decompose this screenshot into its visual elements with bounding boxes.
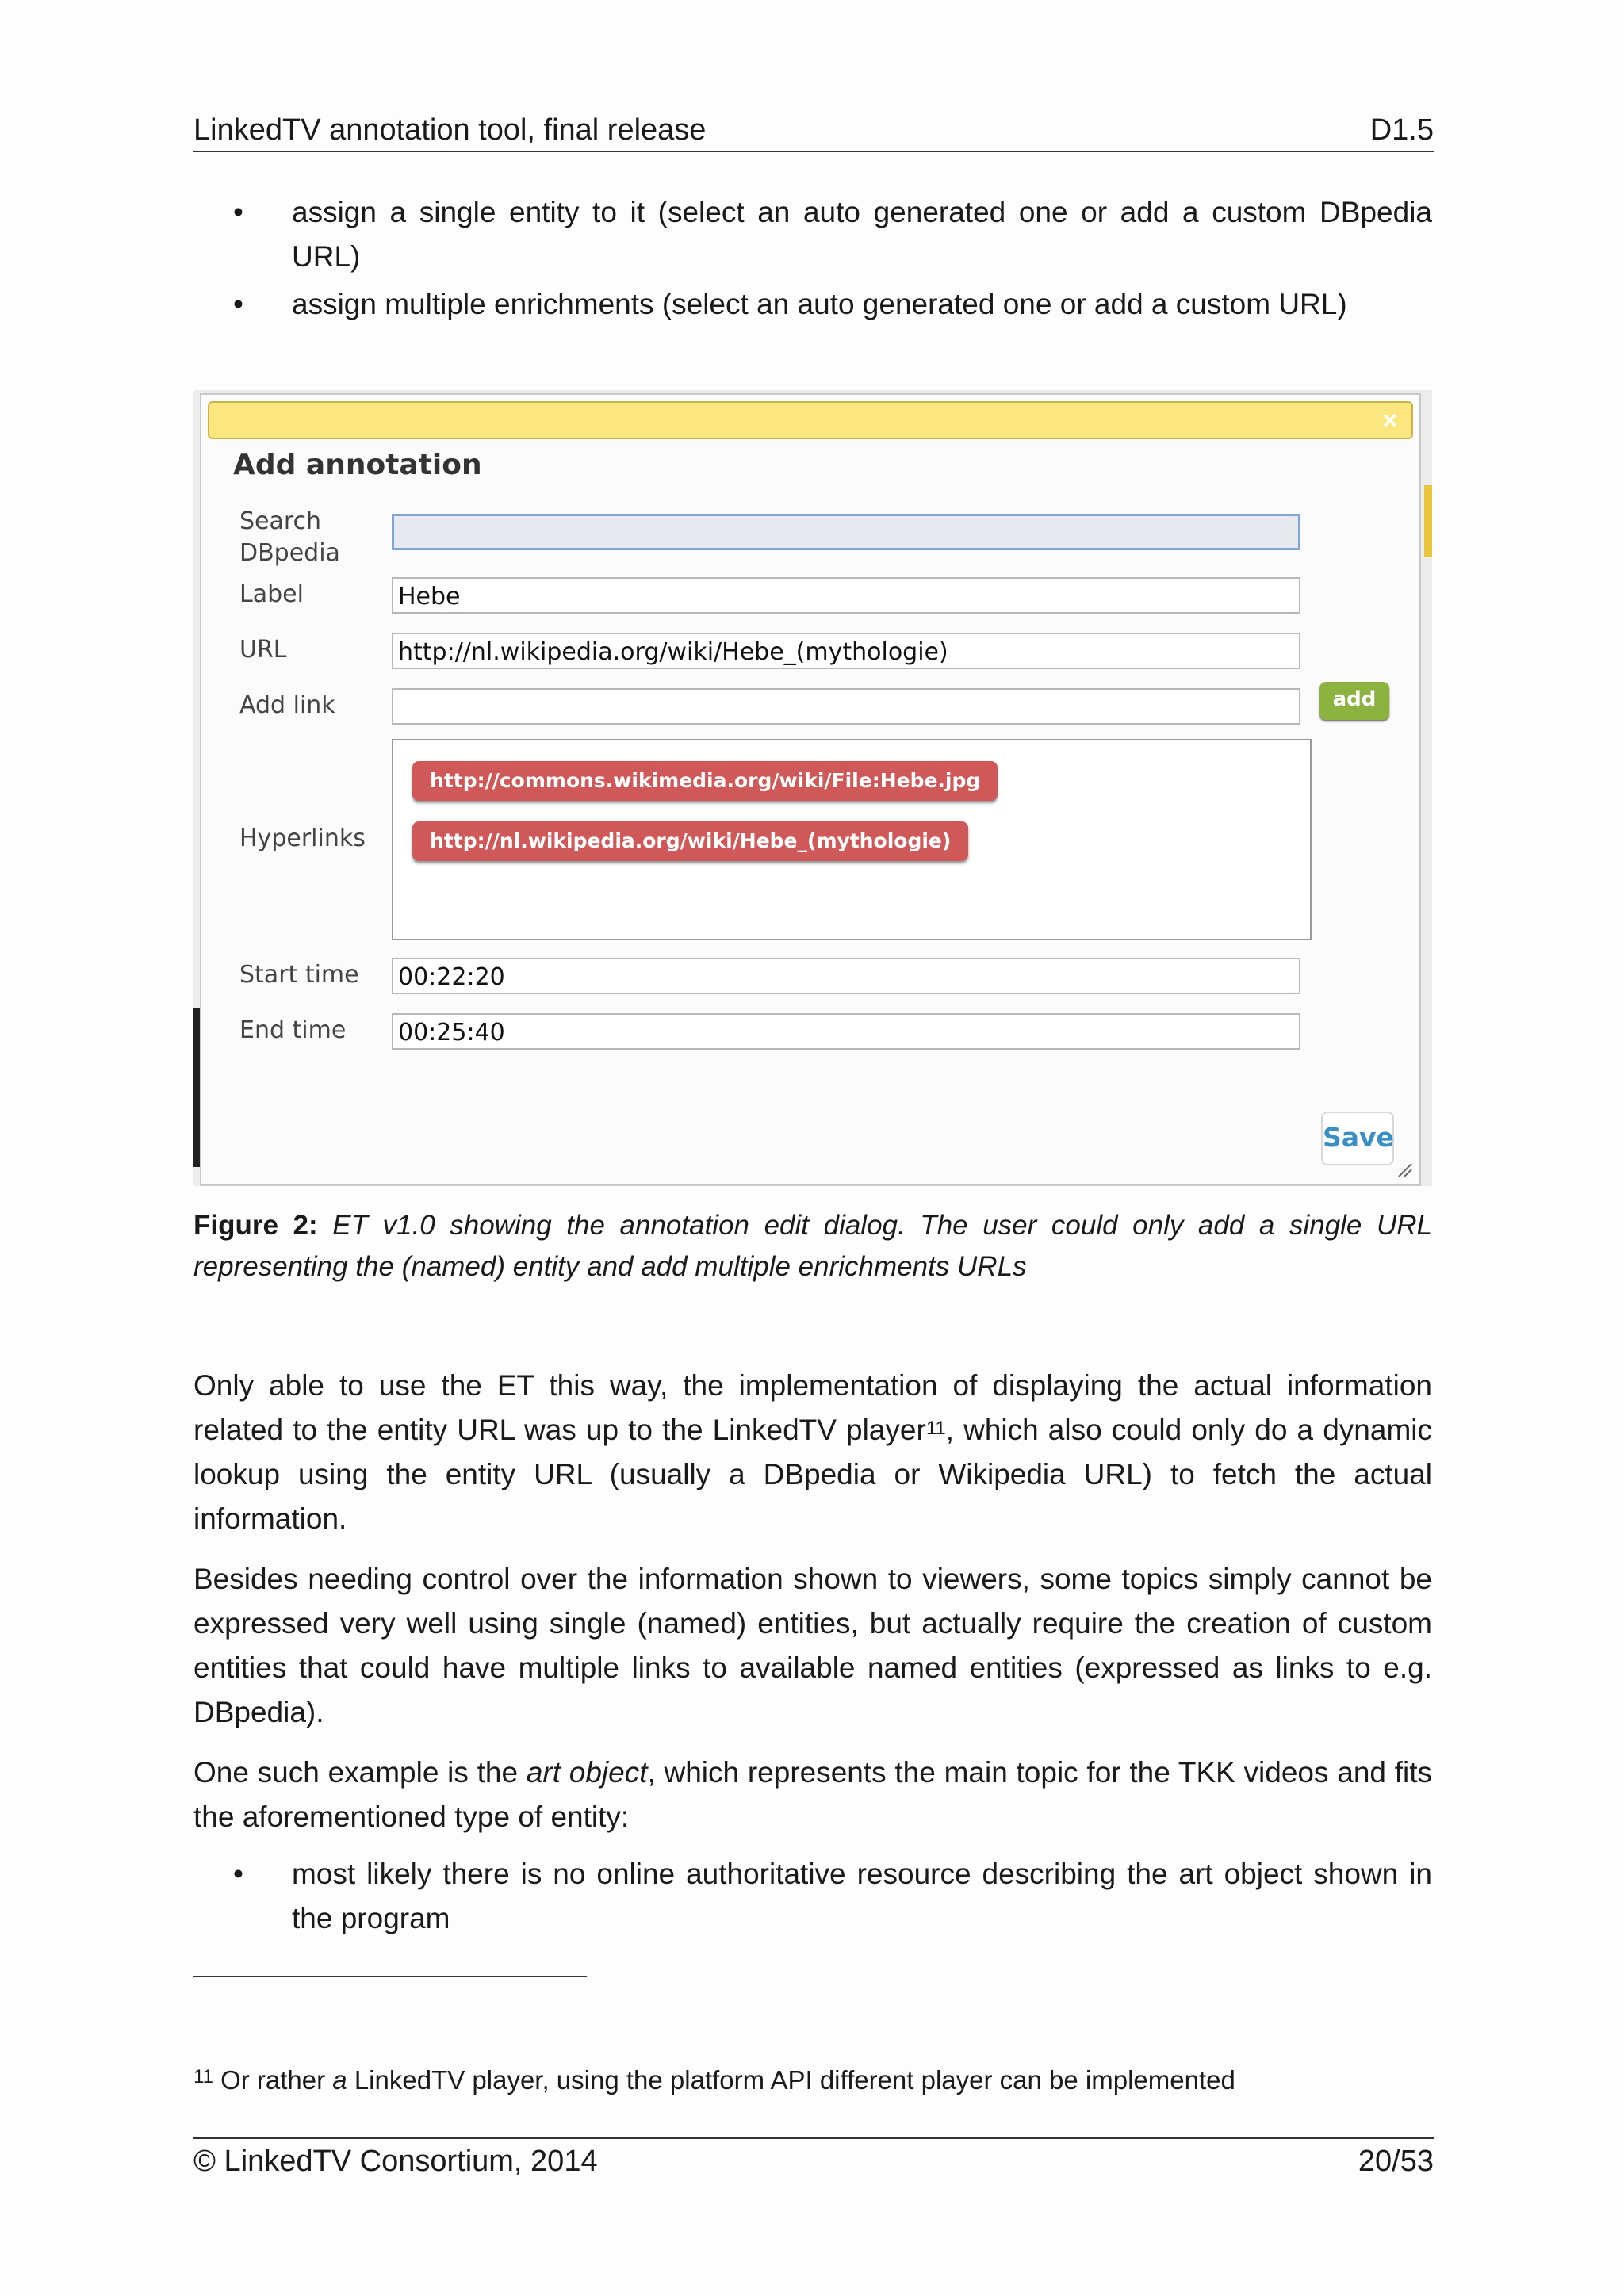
- bullet-glyph: •: [233, 1858, 243, 1890]
- hyperlink-tag[interactable]: http://commons.wikimedia.org/wiki/File:Hebe.jpg: [412, 761, 998, 801]
- search-dbpedia-input[interactable]: [392, 514, 1300, 550]
- hyperlinks-list: [392, 739, 1312, 940]
- background-video-strip: [1424, 485, 1432, 557]
- paragraph-text: Only able to use the ET this way, the implementation of displaying the actual information related to the entity URL was up to the LinkedTV player: [193, 1369, 1432, 1446]
- hyperlink-tag[interactable]: http://nl.wikipedia.org/wiki/Hebe_(mythologie): [412, 821, 968, 861]
- figure-screenshot: [193, 390, 1432, 1186]
- footer-page-number: 20/53: [1358, 2145, 1434, 2178]
- footnote-number: 11: [193, 2066, 213, 2087]
- bullet-text: assign multiple enrichments (select an auto generated one or add a custom URL): [292, 288, 1347, 320]
- footnote: [193, 2061, 1432, 2099]
- dialog-title: Add annotation: [233, 449, 482, 481]
- end-time-label: End time: [239, 1016, 347, 1044]
- header-doc-id: D1.5: [1369, 113, 1434, 147]
- add-annotation-dialog: [200, 393, 1421, 1186]
- list-item: [233, 1852, 1432, 1941]
- page-header: [193, 109, 1434, 152]
- page-footer: [193, 2137, 1434, 2183]
- footnote-ref[interactable]: 11: [925, 1418, 946, 1439]
- list-item: [233, 282, 1432, 327]
- paragraph-text: , which also could only do a dynamic lookup using the entity URL (usually a DBpedia or Wikipedia URL) to fetch the actual information.: [193, 1414, 1432, 1535]
- paragraph: Besides needing control over the information shown to viewers, some topics simply cannot be expressed very well using single (named) entities, but actually require the creation of custom entities that could have multiple links to available named entities (expressed as links to e.g. DBpedia).: [193, 1563, 1432, 1728]
- bullet-text: most likely there is no online authoritative resource describing the art object shown in the program: [292, 1858, 1432, 1934]
- label-field-label: Label: [239, 580, 304, 608]
- footnote-text: Or rather: [213, 2065, 333, 2095]
- start-time-label: Start time: [239, 961, 359, 989]
- paragraph-text: , which represents the main topic for the TKK videos and fits the aforementioned type of entity:: [193, 1756, 1433, 1833]
- resize-grip-icon[interactable]: [1396, 1161, 1413, 1178]
- hyperlinks-label: Hyperlinks: [239, 825, 366, 852]
- label-input[interactable]: Hebe: [392, 577, 1300, 614]
- search-dbpedia-label: Search DBpedia: [239, 507, 340, 567]
- caption-prefix: Figure 2:: [193, 1210, 318, 1241]
- list-item: [233, 190, 1432, 279]
- bullet-glyph: •: [233, 288, 243, 320]
- add-link-input[interactable]: [392, 688, 1300, 725]
- footnote-emphasis: a: [332, 2065, 347, 2095]
- footnote-text: LinkedTV player, using the platform API different player can be implemented: [347, 2065, 1235, 2095]
- add-link-label: Add link: [239, 691, 335, 719]
- caption-text: ET v1.0 showing the annotation edit dialog. The user could only add a single URL representing the (named) entity and add multiple enrichments URLs: [193, 1210, 1433, 1282]
- figure-caption: [193, 1205, 1432, 1288]
- url-field-label: URL: [239, 636, 287, 664]
- paragraph-emphasis: art object: [526, 1756, 648, 1789]
- paragraph: [193, 1751, 1432, 1839]
- url-input[interactable]: http://nl.wikipedia.org/wiki/Hebe_(mythologie): [392, 633, 1300, 669]
- bullet-glyph: •: [233, 196, 243, 228]
- end-time-input[interactable]: 00:25:40: [392, 1013, 1300, 1050]
- bullet-text: assign a single entity to it (select an auto generated one or add a custom DBpedia URL): [292, 196, 1432, 273]
- paragraph-text: One such example is the: [193, 1756, 527, 1789]
- add-link-button[interactable]: add: [1320, 682, 1389, 720]
- footnote-divider: [193, 1976, 587, 1977]
- dialog-titlebar[interactable]: [208, 401, 1413, 439]
- header-title: LinkedTV annotation tool, final release: [193, 113, 707, 147]
- start-time-input[interactable]: 00:22:20: [392, 958, 1300, 994]
- close-icon[interactable]: ×: [1382, 406, 1397, 434]
- footer-copyright: © LinkedTV Consortium, 2014: [193, 2145, 598, 2178]
- save-button[interactable]: Save: [1321, 1112, 1394, 1165]
- paragraph: [193, 1364, 1432, 1541]
